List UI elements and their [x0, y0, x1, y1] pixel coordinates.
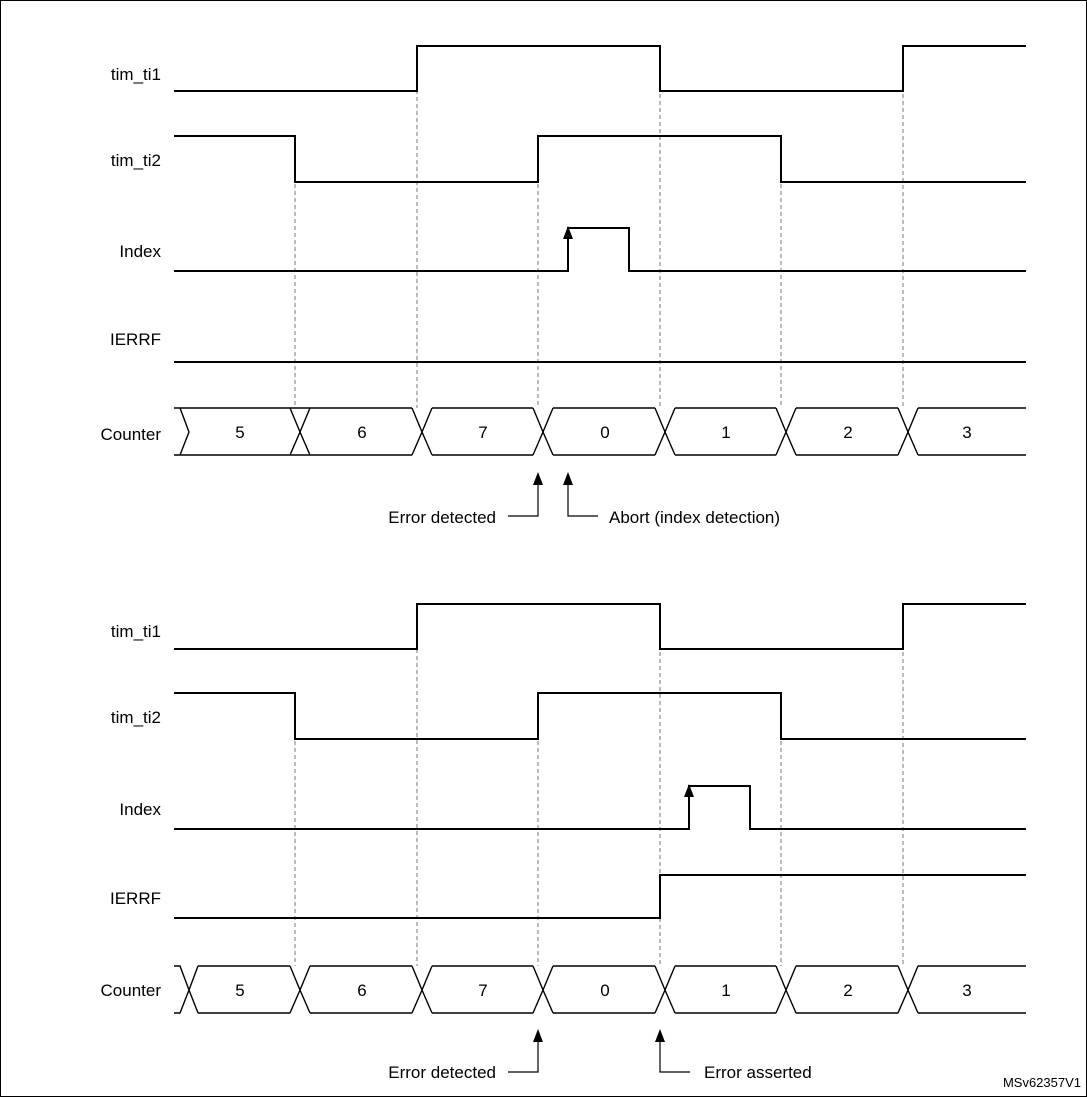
annotation-error-asserted-bottom	[655, 1029, 812, 1082]
waveform-tim-ti1	[174, 604, 1026, 649]
counter-value: 7	[478, 981, 488, 1000]
label-tim-ti1: tim_ti1	[110, 65, 161, 84]
annotation-text: Error detected	[388, 508, 496, 527]
counter-value: 3	[962, 981, 972, 1000]
counter-value: 0	[600, 423, 610, 442]
panel-bottom	[101, 603, 1026, 1082]
label-tim-ti1: tim_ti1	[110, 622, 161, 641]
waveform-tim-ti2	[174, 693, 1026, 739]
label-index: Index	[119, 242, 161, 261]
counter-value: 5	[235, 981, 245, 1000]
guide-lines-bottom	[295, 603, 903, 966]
annotation-text: Error asserted	[704, 1063, 812, 1082]
reference-code: MSv62357V1	[1002, 1075, 1081, 1090]
counter-value: 1	[721, 423, 731, 442]
waveform-index	[174, 228, 1026, 271]
label-index: Index	[119, 800, 161, 819]
annotation-error-detected-top	[388, 472, 543, 527]
annotation-text: Abort (index detection)	[609, 508, 781, 527]
annotation-abort-top	[563, 472, 780, 527]
guide-lines-top	[295, 45, 903, 408]
counter-value: 5	[235, 423, 245, 442]
counter-value: 0	[600, 981, 610, 1000]
label-counter: Counter	[100, 425, 161, 444]
annotation-text: Error detected	[388, 1063, 496, 1082]
panel-top	[101, 45, 1026, 527]
counter-value: 2	[843, 423, 853, 442]
counter-value: 6	[357, 981, 367, 1000]
counter-values-top	[235, 423, 971, 442]
waveform-index	[174, 786, 1026, 829]
counter-value: 2	[843, 981, 853, 1000]
label-tim-ti2: tim_ti2	[110, 151, 161, 170]
label-ierrf: IERRF	[110, 330, 161, 349]
label-counter: Counter	[100, 981, 161, 1000]
waveform-tim-ti1	[174, 46, 1026, 91]
counter-value: 7	[478, 423, 488, 442]
counter-value: 3	[962, 423, 972, 442]
label-ierrf: IERRF	[110, 889, 161, 908]
annotation-error-detected-bottom	[388, 1029, 543, 1082]
counter-values-bottom	[235, 981, 971, 1000]
counter-value: 1	[721, 981, 731, 1000]
waveform-tim-ti2	[174, 136, 1026, 182]
counter-value: 6	[357, 423, 367, 442]
waveform-ierrf	[174, 875, 1026, 918]
label-tim-ti2: tim_ti2	[110, 708, 161, 727]
